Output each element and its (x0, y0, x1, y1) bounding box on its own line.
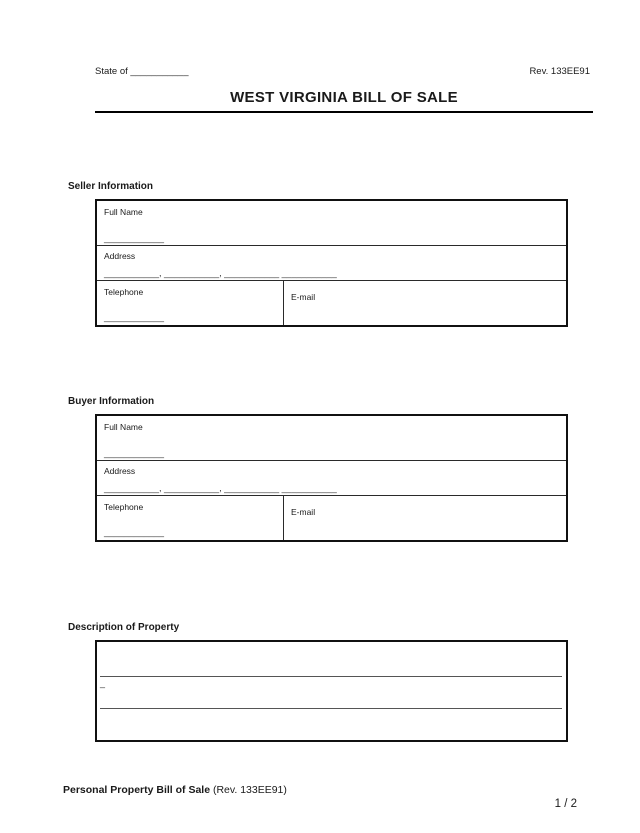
seller-full-name-cell (97, 201, 566, 246)
buyer-telephone-cell (97, 496, 284, 540)
buyer-full-name-blank-line: ____________ (104, 448, 165, 458)
description-dash-mark: _ (100, 678, 106, 688)
buyer-section-heading: Buyer Information (68, 396, 155, 407)
seller-telephone-blank-line: ____________ (104, 312, 165, 322)
description-section-heading: Description of Property (68, 622, 180, 633)
page-number-indicator: 1 / 2 (554, 798, 577, 810)
buyer-contact-row (97, 496, 566, 540)
seller-full-name-blank-line: ____________ (104, 233, 165, 243)
buyer-full-name-label: Full Name (104, 422, 143, 432)
buyer-full-name-cell (97, 416, 566, 461)
description-box (95, 640, 568, 742)
buyer-address-blank-lines: ___________, ___________, ___________ ___________ (104, 483, 337, 493)
seller-address-label: Address (104, 251, 136, 261)
seller-address-blank-lines: ___________, ___________, ___________ ___________ (104, 268, 337, 278)
seller-telephone-label: Telephone (104, 287, 144, 297)
state-of-field: State of ___________ (95, 66, 189, 77)
description-write-line-1 (100, 676, 562, 677)
footer-title-bold: Personal Property Bill of Sale (63, 784, 211, 796)
seller-full-name-label: Full Name (104, 207, 143, 217)
buyer-telephone-label: Telephone (104, 502, 144, 512)
buyer-email-label: E-mail (291, 507, 316, 517)
buyer-info-box (95, 414, 568, 542)
footer-document-title (63, 784, 287, 796)
revision-label: Rev. 133EE91 (529, 66, 590, 77)
seller-info-box (95, 199, 568, 327)
seller-email-label: E-mail (291, 292, 316, 302)
footer-title-revision: (Rev. 133EE91) (210, 784, 287, 796)
buyer-telephone-blank-line: ____________ (104, 527, 165, 537)
seller-address-cell (97, 246, 566, 281)
document-title: WEST VIRGINIA BILL OF SALE (230, 89, 458, 106)
seller-telephone-cell (97, 281, 284, 325)
description-write-line-2 (100, 708, 562, 709)
buyer-address-label: Address (104, 466, 136, 476)
seller-contact-row (97, 281, 566, 325)
title-underline-rule (95, 111, 593, 113)
seller-email-cell (284, 281, 566, 325)
seller-section-heading: Seller Information (68, 181, 154, 192)
buyer-address-cell (97, 461, 566, 496)
buyer-email-cell (284, 496, 566, 540)
